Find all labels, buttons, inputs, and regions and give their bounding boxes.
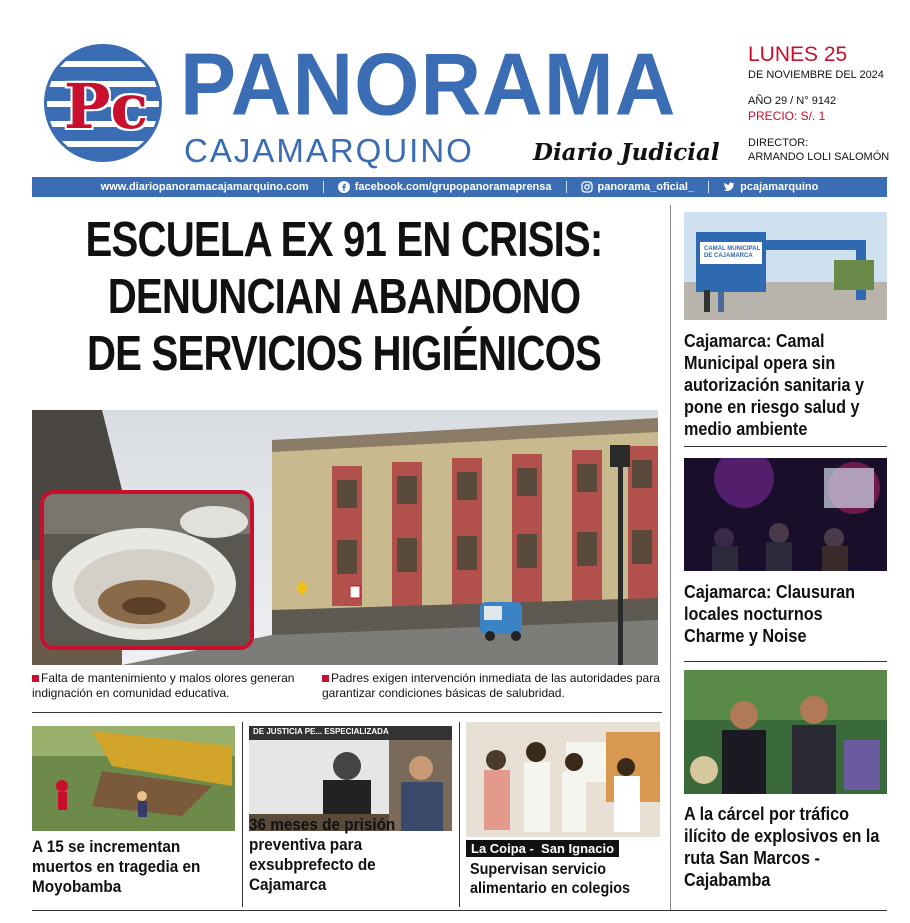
location-tag: La Coipa - San Ignacio <box>466 840 619 857</box>
instagram-link[interactable] <box>581 181 695 193</box>
bottom-story-3-photo[interactable] <box>466 722 660 837</box>
accident-illustration <box>32 726 235 831</box>
photo-banner: DE JUSTICIA PE... ESPECIALIZADA <box>253 727 389 736</box>
twitter-text: pcajamarquino <box>740 181 819 193</box>
side-story-2-photo[interactable] <box>684 458 887 571</box>
caption-right-text: Padres exigen intervención inmediata de las autoridades para garantizar condiciones básicas de salubridad. <box>322 671 660 700</box>
side-story-3-photo[interactable] <box>684 670 887 794</box>
social-bar <box>32 177 887 197</box>
website-link[interactable] <box>101 181 309 193</box>
twitter-icon <box>723 181 735 193</box>
edition-day: LUNES 25 <box>748 43 848 66</box>
facebook-icon <box>338 181 350 193</box>
instagram-text: panorama_oficial_ <box>597 181 695 193</box>
director-name: ARMANDO LOLI SALOMÓN <box>748 151 890 163</box>
side-story-3-headline[interactable]: A la cárcel por tráfico ilícito de explosivos en la ruta San Marcos - Cajabamba <box>684 804 880 890</box>
website-text: www.diariopanoramacajamarquino.com <box>100 181 309 193</box>
headline-line: ESCUELA EX 91 EN CRISIS: <box>85 213 603 267</box>
section-rule <box>684 661 887 662</box>
school-kitchen-illustration <box>466 722 660 837</box>
side-story-2-headline[interactable]: Cajamarca: Clausuran locales nocturnos Charme y Noise <box>684 582 856 646</box>
instagram-icon <box>581 181 593 193</box>
logo <box>44 44 162 162</box>
bottom-story-1-photo[interactable] <box>32 726 235 831</box>
bottom-rule <box>32 910 887 911</box>
side-story-1-photo[interactable] <box>684 212 887 320</box>
camal-sign: CAMAL MUNICIPAL DE CAJAMARCA <box>704 246 760 259</box>
newspaper-subtitle: CAJAMARQUINO <box>184 132 474 169</box>
bottom-story-1-headline[interactable]: A 15 se incrementan muertos en tragedia en Moyobamba <box>32 837 201 896</box>
facebook-link[interactable] <box>338 181 552 193</box>
main-headline[interactable] <box>32 212 655 383</box>
edition-issue: AÑO 29 / N° 9142 <box>748 95 837 107</box>
facebook-text: facebook.com/grupopanoramaprensa <box>354 181 552 193</box>
edition-date: DE NOVIEMBRE DEL 2024 <box>748 69 884 81</box>
bottom-story-2-headline[interactable]: 36 meses de prisión preventiva para exsubprefecto de Cajamarca <box>249 815 396 894</box>
newspaper-title: PANORAMA <box>180 34 677 134</box>
twitter-link[interactable] <box>723 181 818 193</box>
divider <box>566 181 567 193</box>
red-bullet <box>32 675 39 682</box>
divider <box>708 181 709 193</box>
section-rule <box>32 712 662 713</box>
section-rule <box>684 446 887 447</box>
broken-sink-illustration <box>44 494 250 646</box>
headline-line: DENUNCIAN ABANDONO <box>107 270 581 324</box>
column-rule <box>242 722 243 907</box>
column-divider <box>670 205 671 910</box>
edition-price: PRECIO: S/. 1 <box>748 109 826 123</box>
logo-monogram: Pc <box>63 69 149 143</box>
divider <box>323 181 324 193</box>
red-bullet <box>322 675 329 682</box>
caption-left <box>32 671 317 701</box>
sink-inset-photo[interactable] <box>40 490 254 650</box>
bottom-story-3-headline[interactable]: Supervisan servicio alimentario en colegios <box>470 861 631 897</box>
caption-left-text: Falta de mantenimiento y malos olores generan indignación en comunidad educativa. <box>32 671 295 700</box>
headline-line: DE SERVICIOS HIGIÉNICOS <box>86 327 602 381</box>
newspaper-tagline: Diario Judicial <box>533 139 720 166</box>
nightclub-illustration <box>684 458 887 571</box>
arrest-illustration <box>684 670 887 794</box>
director-label: DIRECTOR: <box>748 137 809 149</box>
column-rule <box>459 722 460 907</box>
edition-info <box>748 44 908 163</box>
camal-entrance-illustration <box>684 212 887 320</box>
side-story-1-headline[interactable]: Cajamarca: Camal Municipal opera sin autorización sanitaria y pone en riesgo salud y medio ambiente <box>684 331 865 439</box>
caption-right <box>322 671 662 701</box>
